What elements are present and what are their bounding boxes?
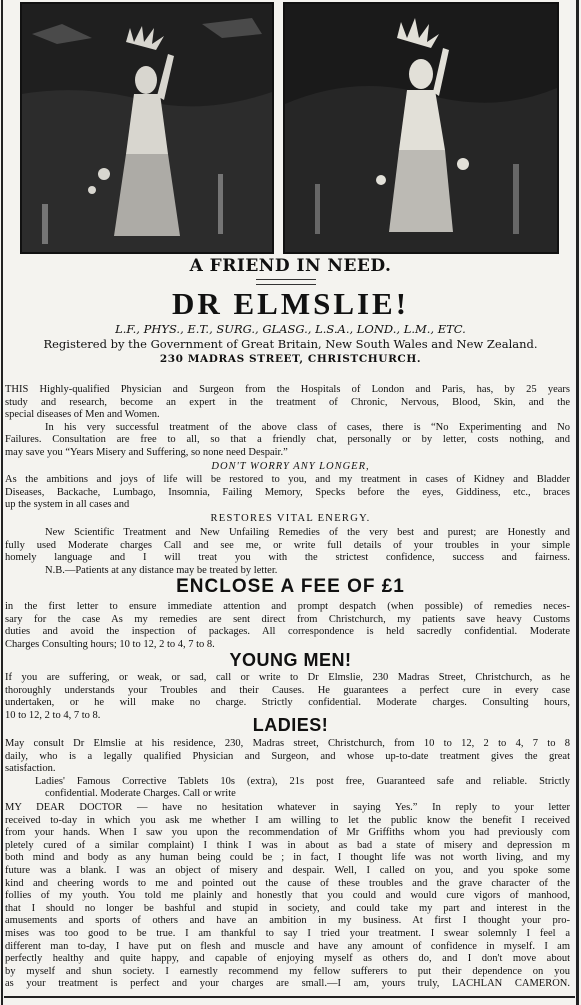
page-edge-left	[1, 0, 3, 1005]
ladies-line: confidential. Moderate Charges. Call or write	[45, 788, 236, 800]
restores-line: fully used Moderate charges Call and see me, or write full details of your troubles in your simple	[5, 539, 570, 551]
testimonial-line: future was a blank. I was an object of misery and despair. Well, I called on you, and you spoke some	[5, 864, 570, 876]
testimonial-line: received to-day in which you ask me whether I am willing to let the public know the benefit I received	[5, 814, 570, 826]
ornament-divider	[256, 279, 316, 285]
intro-line: Failures. Consultation are free to all, so that a friendly chat, personally or by letter, costs nothing, and	[5, 434, 570, 446]
young-men-line: 10 to 12, 2 to 4, 7 to 8.	[5, 709, 101, 721]
fee-line: duties and avoid the inspection of packages. All correspondence is held sacredly confidential. Moderate	[5, 626, 570, 638]
testimonial-line: both mind and body as any human being could be ; in fact, I thought life was not worth living, and my	[5, 852, 570, 864]
testimonial-line: by myself and shun society. I earnestly recommend my fellow sufferers to put their dependence on you	[5, 965, 570, 977]
restores-line: New Scientific Treatment and New Unfailing Remedies of the very best and purest; are Honestly and	[45, 527, 570, 538]
qualifications: L.F., PHYS., E.T., SURG., GLASG., L.S.A., LOND., L.M., ETC.	[115, 322, 466, 336]
young-men-heading: YOUNG MEN!	[229, 650, 352, 670]
young-men-line: undertaken, or he will make no charge. Strictly confidential. Moderate charges. Consulting hours,	[5, 697, 570, 709]
before-figure-illustration	[20, 2, 274, 254]
fee-paragraph	[5, 601, 570, 651]
fee-line: in the first letter to ensure immediate attention and prompt despatch (when possible) of remedies neces-	[5, 601, 570, 612]
doctor-name: DR ELMSLIE!	[171, 286, 410, 321]
testimonial-line: follies of my youth. You told me plainly and honestly that you could and would cure vigors of manhood,	[5, 890, 570, 902]
intro-line: In his very successful treatment of the above class of cases, there is “No Experimenting and No	[45, 421, 570, 433]
testimonial-line: kind and cheering words to me and pointed out the cause of these troubles and the grave character of the	[5, 877, 570, 889]
restores-heading: RESTORES VITAL ENERGY.	[210, 513, 371, 524]
testimonial-line: mises was too good to be true. I am thankful to say I tried your treatment. I swear solemnly I feel a	[5, 927, 570, 939]
worry-line: up the system in all cases and	[5, 499, 130, 511]
ladies-heading: LADIES!	[252, 715, 329, 735]
testimonial-line: MY DEAR DOCTOR — have no hesitation whatever in saying Yes.” In reply to your letter	[5, 802, 570, 813]
intro-line: study and research, become an expert in the treatment of Chronic, Nervous, Blood, Skin, and the	[5, 396, 570, 408]
intro-line: THIS Highly-qualified Physician and Surgeon from the Hospitals of London and Paris, has, by 25 years	[5, 384, 570, 395]
ladies-line: May consult Dr Elmslie at his residence, 230, Madras street, Christchurch, from 10 to 12, 2 to 4, 7 to 8	[5, 738, 570, 749]
testimonial-line: as your treatment is perfect and your charges are small.—I am, yours truly, LACHLAN CAMERON.	[5, 978, 570, 990]
testimonial-line: pletely cured of a similar complaint) I think I was in about as bad a state of misery and depression m	[5, 839, 570, 851]
page-edge-right	[576, 0, 579, 1005]
testimonial-line: amusements and sports of others and have an ambition in my business. At first I thought your pro-	[5, 915, 570, 927]
restores-paragraph	[5, 527, 570, 577]
ladies-line: daily, who is a legally qualified Physician and Surgeon, and whose up-to-date treatment gives the great	[5, 750, 570, 762]
testimonial-line: that I should no longer be bashful and stupid in society, and could take my part and interest in the	[5, 902, 570, 914]
young-men-line: If you are suffering, or weak, or sad, call or write to Dr Elmslie, 230 Madras Street, Christchurch, as he	[5, 672, 570, 683]
intro-line: may save you “Years Misery and Suffering, so none need Despair.”	[5, 446, 288, 458]
intro-paragraph	[5, 384, 570, 460]
fee-line: sary for the case As my remedies are sent direct from Christchurch, my patients save heavy Customs	[5, 613, 570, 625]
testimonial-line: different man to-day, I have put on flesh and muscle and have any amount of confidence in myself. I am	[5, 940, 570, 952]
headline: A FRIEND IN NEED.	[189, 256, 392, 276]
testimonial-paragraph	[5, 802, 570, 991]
worry-paragraph	[5, 474, 570, 512]
young-men-line: thoroughly understands your Troubles and their Causes. He guarantees a perfect cure in every case	[5, 684, 570, 696]
ladies-line: satisfaction.	[5, 763, 56, 775]
restores-line: homely language and I will treat you with the strictest confidence, success and fairness.	[5, 552, 570, 564]
restores-line: N.B.—Patients at any distance may be treated by letter.	[45, 564, 278, 576]
worry-line: Diseases, Backache, Lumbago, Insomnia, Failing Memory, Specks before the eyes, Giddiness, etc., braces	[5, 486, 570, 498]
fee-heading: ENCLOSE A FEE OF £1	[176, 576, 405, 597]
bottom-rule	[4, 996, 575, 998]
after-figure-illustration	[283, 2, 559, 254]
testimonial-line: from your hands. When I saw you upon the recommendation of Mr Griffiths whom you had previously com	[5, 827, 570, 839]
fee-line: Charges Consulting hours; 10 to 12, 2 to 4, 7 to 8.	[5, 638, 215, 650]
worry-heading: DON'T WORRY ANY LONGER,	[211, 461, 370, 472]
ladies-line: Ladies' Famous Corrective Tablets 10s (extra), 21s post free, Guaranteed safe and reliable. Strictly	[35, 775, 570, 787]
registration-line: Registered by the Government of Great Britain, New South Wales and New Zealand.	[43, 337, 538, 351]
address-line: 230 MADRAS STREET, CHRISTCHURCH.	[159, 353, 422, 365]
intro-line: special diseases of Men and Women.	[5, 409, 160, 421]
testimonial-line: perfectly healthy and quite happy, and capable of enjoying myself as others do, and I don't move about	[5, 953, 570, 965]
ladies-paragraph	[5, 738, 570, 801]
worry-line: As the ambitions and joys of life will be restored to you, and my treatment in cases of Kidney and Bladder	[5, 474, 570, 485]
